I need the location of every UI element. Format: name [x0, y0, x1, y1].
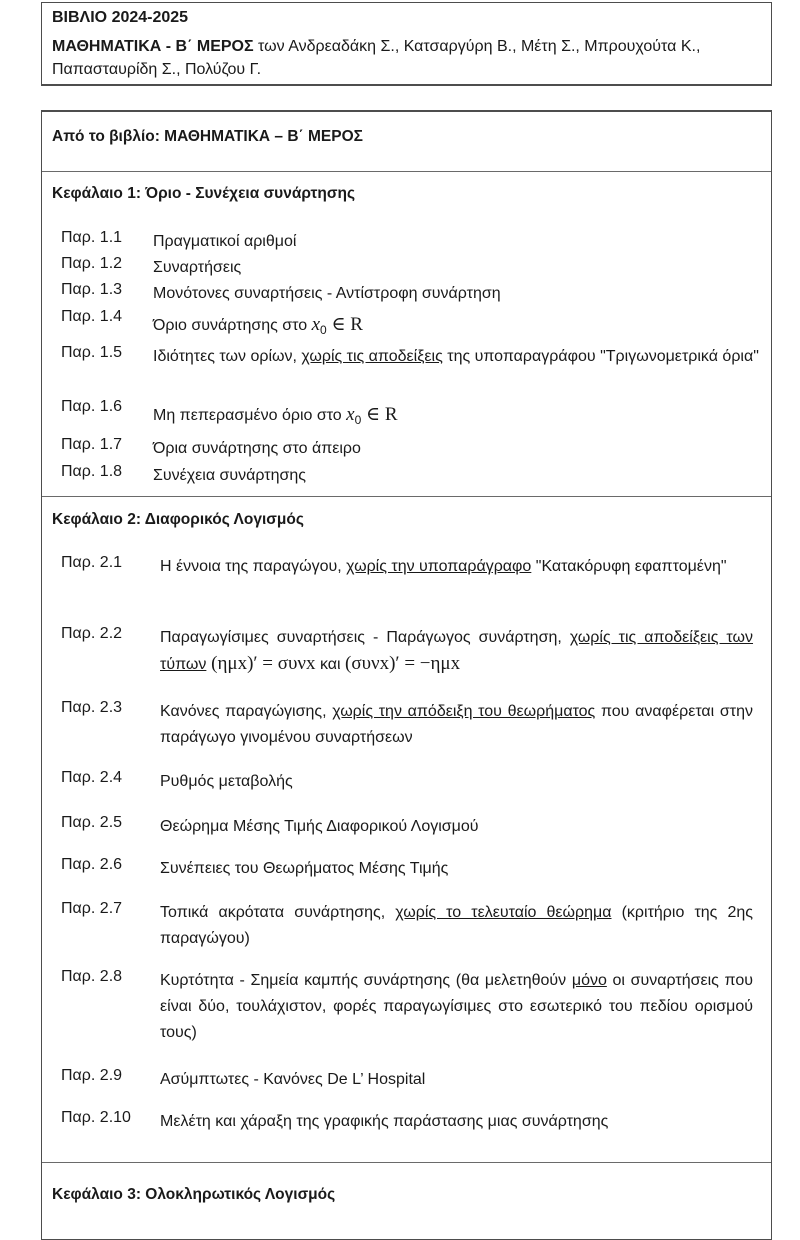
paragraph-number: Παρ. 2.4: [61, 769, 123, 786]
authors-line2: Παπασταυρίδη Σ., Πολύζου Γ.: [52, 61, 262, 78]
syllabus-box: [41, 110, 772, 1240]
paragraph-text: Ασύμπτωτες - Κανόνες De L’ Hospital: [160, 1071, 426, 1088]
paragraph-text: [160, 625, 753, 678]
paragraph-number: Παρ. 2.1: [61, 554, 123, 571]
divider: [42, 496, 771, 497]
paragraph-number: Παρ. 2.2: [61, 625, 123, 642]
math-expression: (συνx)′ = −ημx: [345, 653, 461, 674]
paragraph-number: Παρ. 2.9: [61, 1067, 123, 1084]
paragraph-number: Παρ. 2.3: [61, 699, 123, 716]
math-subscript: 0: [354, 413, 362, 427]
underlined-text: χωρίς τις αποδείξεις: [301, 348, 443, 365]
paragraph-number: Παρ. 1.1: [61, 229, 123, 246]
book-subject: ΜΑΘΗΜΑΤΙΚΑ - Β΄ ΜΕΡΟΣ: [52, 38, 254, 55]
from-book-heading: Από το βιβλίο: ΜΑΘΗΜΑΤΙΚΑ – Β΄ ΜΕΡΟΣ: [52, 128, 363, 145]
paragraph-text: [160, 554, 753, 580]
underlined-text: χωρίς το τελευταίο θεώρημα: [395, 904, 612, 921]
paragraph-text: Θεώρημα Μέσης Τιμής Διαφορικού Λογισμού: [160, 818, 479, 835]
authors-line1: των Ανδρεαδάκη Σ., Κατσαργύρη Β., Μέτη Σ., Μπρουχούτα Κ.,: [253, 38, 701, 55]
paragraph-text-part: Κανόνες παραγώγισης,: [160, 703, 333, 720]
chapter1-title: Κεφάλαιο 1: Όριο - Συνέχεια συνάρτησης: [52, 185, 356, 202]
paragraph-text-part: της υποπαραγράφου "Τριγωνομετρικά όρια": [442, 348, 759, 365]
underlined-text: μόνο: [571, 972, 607, 989]
paragraph-text-part: "Κατακόρυφη εφαπτομένη": [531, 558, 727, 575]
divider: [42, 1162, 771, 1163]
paragraph-number: Παρ. 1.8: [61, 463, 123, 480]
math-expression: (ημx)′ = συνx: [206, 653, 316, 674]
paragraph-number: Παρ. 1.6: [61, 398, 123, 415]
book-authors: [52, 35, 762, 81]
paragraph-text-part: Μη πεπερασμένο όριο στο: [153, 407, 347, 424]
paragraph-number: Παρ. 1.4: [61, 308, 123, 325]
paragraph-number: Παρ. 1.2: [61, 255, 123, 272]
paragraph-text: Συνέπειες του Θεωρήματος Μέσης Τιμής: [160, 860, 449, 877]
underlined-text: χωρίς τις αποδείξεις των τύπων: [160, 629, 754, 673]
paragraph-text: Μονότονες συναρτήσεις - Αντίστροφη συνάρτηση: [153, 285, 501, 302]
paragraph-number: Παρ. 1.5: [61, 344, 123, 361]
paragraph-text: Όρια συνάρτησης στο άπειρο: [153, 440, 361, 457]
paragraph-text: [160, 699, 753, 751]
paragraph-text: Ρυθμός μεταβολής: [160, 773, 293, 790]
paragraph-text-part: που αναφέρεται στην παράγωγο γινομένου συναρτήσεων: [160, 703, 753, 746]
paragraph-text-part: Ιδιότητες των ορίων,: [153, 348, 302, 365]
underlined-text: χωρίς την υποπαράγραφο: [346, 558, 532, 575]
book-title: ΒΙΒΛΙΟ 2024-2025: [52, 9, 189, 26]
paragraph-text: [153, 402, 398, 433]
paragraph-text-part: οι συναρτήσεις που είναι δύο, τουλάχιστον, φορές παραγωγίσιμες στο εσωτερικό του πεδίου ορισμού τους): [160, 972, 753, 1041]
paragraph-text: [153, 312, 363, 343]
book-header-box: [41, 2, 772, 86]
paragraph-text-part: Η έννοια της παραγώγου,: [160, 558, 347, 575]
paragraph-text-part: Παραγωγίσιμες συναρτήσεις - Παράγωγος συνάρτηση,: [160, 629, 570, 646]
paragraph-text-part: Όριο συνάρτησης στο: [153, 317, 312, 334]
paragraph-text: [160, 900, 753, 952]
paragraph-number: Παρ. 2.10: [61, 1109, 131, 1126]
paragraph-number: Παρ. 2.6: [61, 856, 123, 873]
math-variable: x: [346, 404, 355, 425]
paragraph-text: Συναρτήσεις: [153, 259, 242, 276]
paragraph-text-part: Κυρτότητα - Σημεία καμπής συνάρτησης (θα μελετηθούν: [160, 972, 572, 989]
chapter3-title: Κεφάλαιο 3: Ολοκληρωτικός Λογισμός: [52, 1186, 336, 1203]
math-subscript: 0: [320, 323, 327, 337]
divider: [42, 171, 771, 172]
paragraph-text: Συνέχεια συνάρτησης: [153, 467, 307, 484]
paragraph-text-part: Τοπικά ακρότατα συνάρτησης,: [160, 904, 396, 921]
paragraph-number: Παρ. 1.3: [61, 281, 123, 298]
paragraph-number: Παρ. 1.7: [61, 436, 123, 453]
math-variable: x: [311, 314, 321, 335]
paragraph-number: Παρ. 2.8: [61, 968, 123, 985]
paragraph-text: Πραγματικοί αριθμοί: [153, 233, 297, 250]
math-expression: ∈ R: [361, 404, 398, 425]
math-expression: ∈ R: [326, 314, 363, 335]
paragraph-text-part: (κριτήριο της 2ης παραγώγου): [160, 904, 753, 947]
paragraph-text: Μελέτη και χάραξη της γραφικής παράστασης μιας συνάρτησης: [160, 1113, 609, 1130]
chapter2-title: Κεφάλαιο 2: Διαφορικός Λογισμός: [52, 511, 304, 528]
paragraph-number: Παρ. 2.7: [61, 900, 123, 917]
paragraph-text-part: και: [315, 656, 346, 673]
underlined-text: χωρίς την απόδειξη του θεωρήματος: [332, 703, 596, 720]
paragraph-text: [153, 344, 773, 370]
paragraph-number: Παρ. 2.5: [61, 814, 123, 831]
paragraph-text: [160, 968, 753, 1046]
